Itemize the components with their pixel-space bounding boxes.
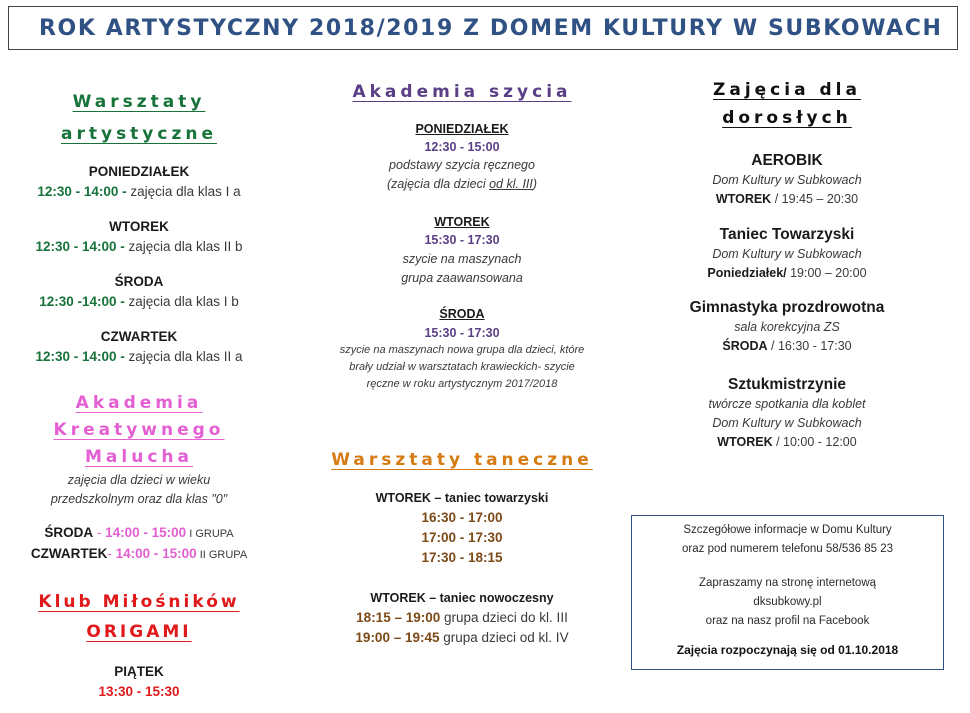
info-line-3: Zapraszamy na stronę internetową: [698, 577, 877, 589]
activity-place: sala korekcyjna ZS: [734, 320, 840, 334]
warsztaty-desc: zajęcia dla klas I a: [126, 184, 241, 199]
dorosli-heading-line-2: dorosłych: [722, 108, 852, 128]
warsztaty-day: ŚRODA: [114, 274, 164, 289]
taneczne-row: [308, 628, 616, 648]
szycia-note-c: ): [532, 177, 538, 191]
szycia-note-b: od kl. III: [489, 177, 533, 191]
taneczne-row-time: 18:15 – 19:00: [356, 610, 441, 625]
szycia-desc: ręczne w roku artystycznym 2017/2018: [366, 378, 558, 390]
warsztaty-entry: [0, 237, 278, 257]
dorosli-section: [646, 76, 928, 452]
warsztaty-time: 12:30 - 14:00 -: [37, 184, 127, 199]
activity-day: ŚRODA: [722, 339, 768, 353]
warsztaty-desc: zajęcia dla klas II b: [124, 239, 243, 254]
malucha-group: I GRUPA: [186, 528, 234, 540]
taneczne-row-time: 19:00 – 19:45: [355, 630, 440, 645]
origami-heading-line-2: ORIGAMI: [86, 622, 192, 642]
malucha-row: [0, 544, 278, 565]
origami-heading-line-1: Klub Miłośników: [38, 592, 240, 612]
taneczne-time: 17:30 - 18:15: [421, 550, 503, 565]
szycia-day: ŚRODA: [439, 307, 485, 321]
info-start-date: Zajęcia rozpoczynają się od 01.10.2018: [676, 643, 899, 657]
taneczne-row-desc: grupa dzieci do kl. III: [440, 610, 568, 625]
malucha-day: ŚRODA: [44, 525, 94, 540]
origami-day: PIĄTEK: [114, 664, 164, 679]
malucha-sep: -: [93, 525, 106, 540]
akademia-szycia-section: [308, 76, 616, 393]
page-title: ROK ARTYSTYCZNY 2018/2019 Z DOMEM KULTURY W SUBKOWACH: [39, 15, 943, 41]
malucha-time: 14:00 - 15:00: [105, 525, 187, 540]
malucha-group: II GRUPA: [196, 549, 248, 561]
warsztaty-taneczne-section: [308, 444, 616, 648]
sztuka-time: / 10:00 - 12:00: [772, 435, 857, 449]
warsztaty-heading-line-1: Warsztaty: [72, 92, 206, 112]
taneczne-row-desc: grupa dzieci od kl. IV: [439, 630, 569, 645]
szycia-desc: podstawy szycia ręcznego: [389, 158, 535, 172]
origami-time: 13:30 - 15:30: [98, 684, 180, 699]
taneczne-nowoczesny-label: WTOREK – taniec nowoczesny: [370, 591, 554, 605]
activity-name: AEROBIK: [751, 152, 823, 169]
szycia-note: [308, 175, 616, 193]
szycia-desc: szycie na maszynach: [402, 252, 522, 266]
warsztaty-time: 12:30 - 14:00 -: [35, 239, 125, 254]
sztuka-name: Sztukmistrzynie: [727, 376, 846, 393]
dorosli-heading-line-1: Zajęcia dla: [713, 80, 861, 100]
malucha-desc-1: zajęcia dla dzieci w wieku: [67, 473, 211, 487]
taneczne-heading: Warsztaty taneczne: [331, 450, 593, 470]
warsztaty-time: 12:30 -14:00 -: [39, 294, 125, 309]
origami-section: [0, 587, 278, 702]
warsztaty-entry: [0, 182, 278, 202]
warsztaty-desc: zajęcia dla klas II a: [124, 349, 243, 364]
szycia-desc: szycie na maszynach nowa grupa dla dzieci, które: [339, 344, 585, 356]
warsztaty-day: WTOREK: [109, 219, 169, 234]
malucha-day: CZWARTEK: [30, 546, 108, 561]
info-website: dksubkowy.pl: [753, 596, 822, 608]
taneczne-time: 16:30 - 17:00: [421, 510, 503, 525]
warsztaty-entry: [0, 347, 278, 367]
szycia-desc: grupa zaawansowana: [401, 271, 523, 285]
malucha-desc-2: przedszkolnym oraz dla klas "0": [50, 492, 228, 506]
malucha-sep: -: [107, 546, 116, 561]
szycia-day: WTOREK: [434, 215, 490, 229]
malucha-heading-line-1: Akademia: [75, 393, 203, 413]
info-line-1: Szczegółowe informacje w Domu Kultury: [683, 524, 892, 536]
activity-schedule: [646, 337, 928, 356]
activity-time: / 19:45 – 20:30: [771, 192, 859, 206]
malucha-heading-line-2: Kreatywnego: [53, 420, 225, 440]
warsztaty-desc: zajęcia dla klas I b: [124, 294, 239, 309]
malucha-row: [0, 523, 278, 544]
szycia-heading: Akademia szycia: [352, 82, 572, 102]
activity-day: WTOREK: [715, 192, 772, 206]
malucha-heading-line-3: Malucha: [85, 447, 193, 467]
sztuka-day: WTOREK: [717, 435, 773, 449]
activity-name: Taniec Towarzyski: [719, 226, 855, 243]
info-box: [631, 515, 944, 670]
activity-schedule: [646, 264, 928, 283]
szycia-time: 12:30 - 15:00: [424, 140, 500, 154]
akademia-malucha-section: [0, 390, 278, 565]
sztuka-desc: twórcze spotkania dla koblet: [708, 397, 866, 411]
malucha-time: 14:00 - 15:00: [115, 546, 197, 561]
activity-time: 19:00 – 20:00: [786, 266, 867, 280]
title-box: [8, 6, 958, 50]
warsztaty-time: 12:30 - 14:00 -: [35, 349, 125, 364]
info-line-5: oraz na nasz profil na Facebook: [705, 615, 870, 627]
activity-name: Gimnastyka prozdrowotna: [689, 299, 885, 316]
warsztaty-day: PONIEDZIAŁEK: [88, 164, 190, 179]
taneczne-time: 17:00 - 17:30: [421, 530, 503, 545]
activity-schedule: [646, 190, 928, 209]
activity-time: / 16:30 - 17:30: [767, 339, 852, 353]
taneczne-row: [308, 608, 616, 628]
sztuka-place: Dom Kultury w Subkowach: [712, 416, 862, 430]
sztuka-schedule: [646, 433, 928, 452]
activity-place: Dom Kultury w Subkowach: [712, 173, 862, 187]
szycia-note-a: (zajęcia dla dzieci: [386, 177, 490, 191]
szycia-desc: brały udział w warsztatach krawieckich- szycie: [349, 361, 575, 373]
activity-place: Dom Kultury w Subkowach: [712, 247, 862, 261]
warsztaty-heading-line-2: artystyczne: [61, 124, 217, 144]
warsztaty-artystyczne-section: [0, 86, 278, 367]
info-line-2: oraz pod numerem telefonu 58/536 85 23: [682, 543, 893, 555]
szycia-time: 15:30 - 17:30: [424, 326, 500, 340]
taneczne-towarzyski-label: WTOREK – taniec towarzyski: [375, 491, 549, 505]
szycia-day: PONIEDZIAŁEK: [415, 122, 509, 136]
activity-day: Poniedziałek/: [707, 266, 787, 280]
warsztaty-entry: [0, 292, 278, 312]
warsztaty-day: CZWARTEK: [100, 329, 178, 344]
szycia-time: 15:30 - 17:30: [424, 233, 500, 247]
